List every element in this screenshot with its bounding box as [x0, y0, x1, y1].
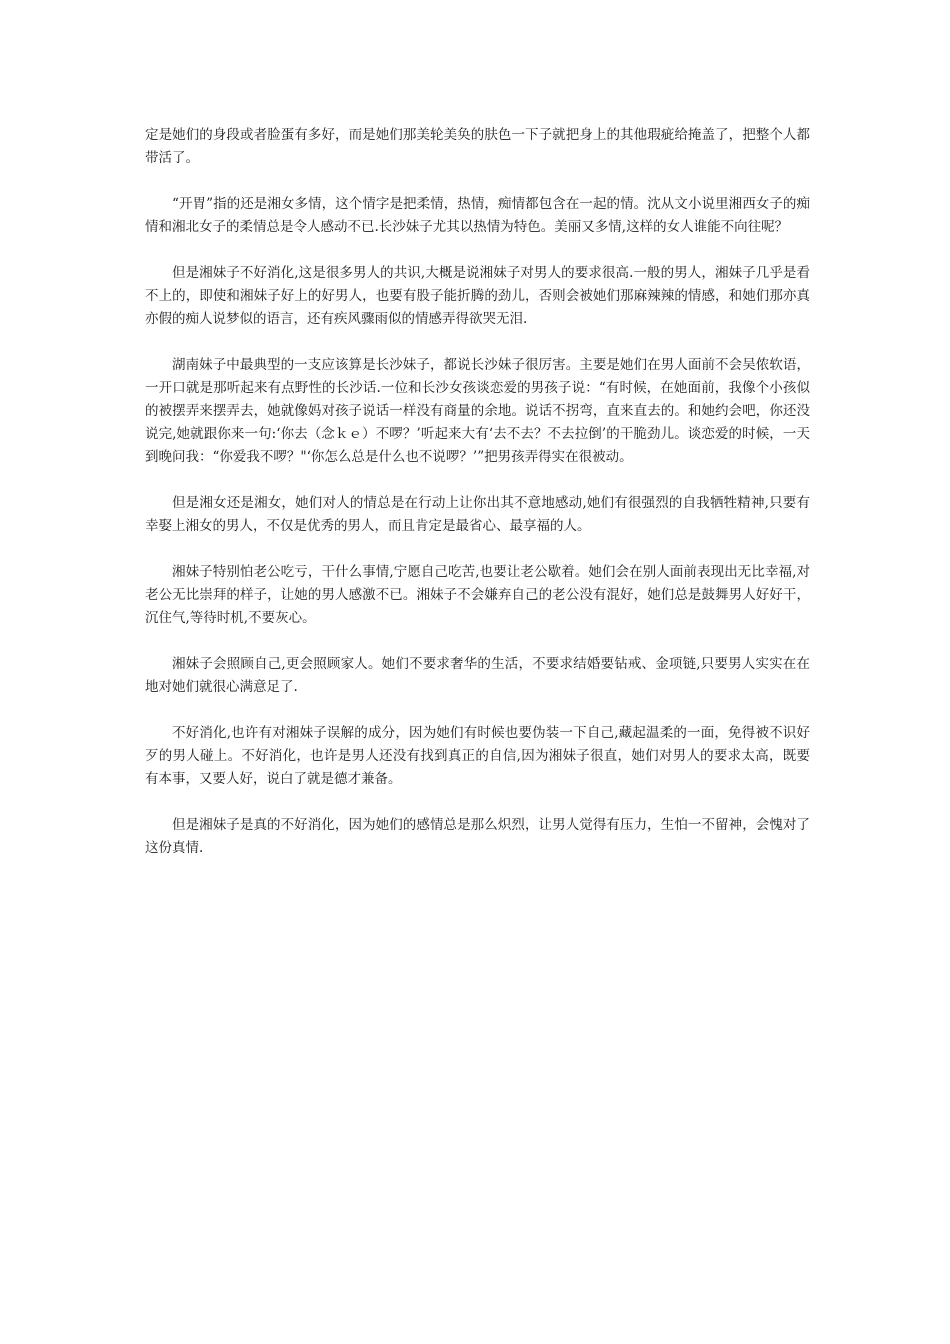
paragraph-5: 但是湘女还是湘女，她们对人的情总是在行动上让你出其不意地感动,她们有很强烈的自我牺牲精神,只要有幸娶上湘女的男人，不仅是优秀的男人，而且肯定是最省心、最享福的人。	[145, 495, 810, 534]
paragraph-1: 定是她们的身段或者脸蛋有多好，而是她们那美轮美奂的肤色一下子就把身上的其他瑕疵给掩盖了，把整个人都带活了。	[145, 127, 810, 166]
paragraph-2: “开胃”指的还是湘女多情，这个情字是把柔情，热情，痴情都包含在一起的情。沈从文小说里湘西女子的痴情和湘北女子的柔情总是令人感动不已.长沙妹子尤其以热情为特色。美丽又多情,这样的女人谁能不向往呢？	[145, 196, 810, 235]
article-body	[145, 124, 810, 883]
paragraph-9: 但是湘妹子是真的不好消化，因为她们的感情总是那么炽烈，让男人觉得有压力，生怕一不留神，会愧对了这份真情.	[145, 817, 810, 856]
paragraph-6: 湘妹子特别怕老公吃亏，干什么事情,宁愿自己吃苦,也要让老公歇着。她们会在别人面前表现出无比幸福,对老公无比崇拜的样子，让她的男人感激不已。湘妹子不会嫌弃自己的老公没有混好，她们总是鼓舞男人好好干，沉住气,等待时机,不要灰心。	[145, 564, 810, 626]
paragraph-4: 湖南妹子中最典型的一支应该算是长沙妹子，都说长沙妹子很厉害。主要是她们在男人面前不会吴侬软语，一开口就是那听起来有点野性的长沙话.一位和长沙女孩谈恋爱的男孩子说：“有时候，在她面前，我像个小孩似的被摆弄来摆弄去，她就像妈对孩子说话一样没有商量的余地。说话不拐弯，直来直去的。和她约会吧，你还没说完,她就跟你来一句:‘你去（念ｋｅ）不啰？’听起来大有‘去不去？不去拉倒’的干脆劲儿。谈恋爱的时候，一天到晚问我：“你爱我不啰？"‘你怎么总是什么也不说啰？’”把男孩弄得实在很被动。	[145, 357, 810, 465]
paragraph-8: 不好消化,也许有对湘妹子误解的成分，因为她们有时候也要伪装一下自己,藏起温柔的一面，免得被不识好歹的男人碰上。不好消化，也许是男人还没有找到真正的自信,因为湘妹子很直，她们对男人的要求太高，既要有本事，又要人好，说白了就是德才兼备。	[145, 725, 810, 787]
paragraph-3: 但是湘妹子不好消化,这是很多男人的共识,大概是说湘妹子对男人的要求很高.一般的男人，湘妹子几乎是看不上的，即使和湘妹子好上的好男人，也要有股子能折腾的劲儿，否则会被她们那麻辣辣的情感，和她们那亦真亦假的痴人说梦似的语言，还有疾风骤雨似的情感弄得欲哭无泪.	[145, 265, 810, 327]
paragraph-7: 湘妹子会照顾自己,更会照顾家人。她们不要求奢华的生活，不要求结婚要钻戒、金项链,只要男人实实在在地对她们就很心满意足了.	[145, 656, 810, 695]
